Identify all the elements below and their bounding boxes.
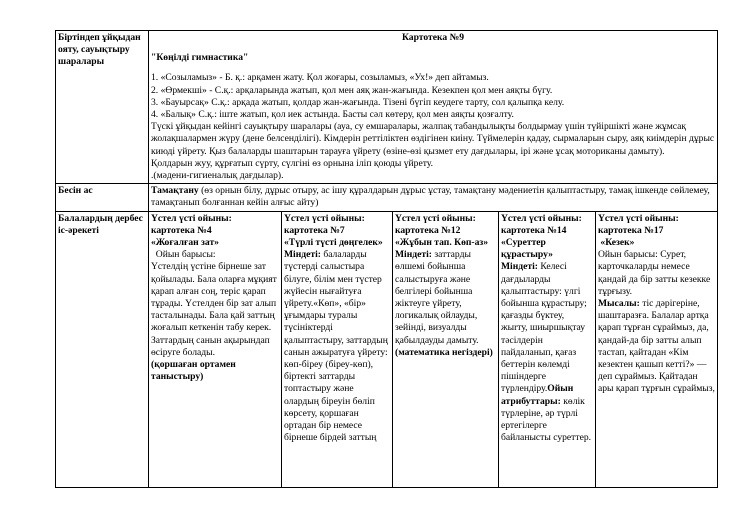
card-number: картотека №17	[598, 224, 664, 236]
example-text: тіс дәрігеріне, шаштаразға. Балалар артқа қарап тұрған сұраймыз, да, қандай-да бір затты алып тастап, қайтадан «Кім кезектен қашып кетті?» — деп сұраймыз. Қайтадан ары қарап тұрғын сұраймыз,	[598, 298, 715, 395]
row-label-wakeup: Біртіндеп ұйқыдан ояту, сауықтыру шаралары	[56, 31, 149, 184]
card-number: картотека №7	[284, 224, 345, 236]
task-label: Міндеті:	[501, 261, 538, 273]
game-card-4	[149, 211, 282, 487]
schedule-table	[55, 30, 718, 488]
game-title: «Жұбын тап. Көп-аз»	[395, 237, 489, 249]
wakeup-paragraph: Түскі ұйқыдан кейінгі сауықтыру шаралары (ауа, су емшаралары, жалпақ табандылықты болдырмау үшін түйіршікті және жұмсақ жолақшалармен жүру (дене белсенділігі). Кімдерін реттіліктен өздігінен киіну. Түймелерін қадау, сырмаларын сыру, аяқ киімдерін дұрыс киюді үйрету. Қыз балаларды шаштарын тарауға үйрету (өзіне-өзі қызмет ету дағдылары, ірі және ұсақ моториканы дамыту).	[151, 121, 715, 157]
row-label-snack: Бесін ас	[56, 184, 149, 211]
game-description: Үстелдің үстіне бірнеше зат қойылады. Бала оларға мұқият қарап алған соң, теріс қарап тұрады. Үстелден бір зат алып тасталынады. Бала қай заттың жоғалып кеткенін табу керек. Заттардың санын ақырындап өсіруге болады.	[151, 261, 277, 358]
exercise-4: 4. «Балық» С.қ.: іште жатып, қол иек астында. Басты сәл көтеру, қол мен аяқты қозғалту.	[151, 109, 514, 121]
wakeup-content	[149, 31, 718, 184]
game-subject: (қоршаған ортамен таныстыру)	[151, 359, 236, 383]
exercise-1: 1. «Созыламыз» - Б. қ.: арқамен жату. Қол жоғары, созыламыз, «Ух!» деп айтамыз.	[151, 72, 489, 84]
exercise-3: 3. «Бауырсақ» С.қ.: арқада жатып, қолдар жан-жағында. Тізені бүгіп кеудеге тарту, сол қалыпқа келу.	[151, 96, 565, 108]
task-text: заттарды өлшемі бойынша салыстыруға және белгілері бойынша жіктеуге үйрету, логикалық ойлауды, зейінді, визуалды қабылдауды дамыту.	[395, 249, 479, 346]
task-label: Міндеті:	[284, 249, 321, 261]
game-course-label: Ойын барысы:	[151, 249, 216, 261]
task-text: балаларды түстерді салыстыра білуге, білім мен түстер жүйесін нығайтуға үйрету.«Көп», «бір» ұғымдары туралы түсініктерді қалыптастыру, заттардың санын ажыратуға үйрету: көп-біреу (біреу-көп), біртекті заттарды топтастыру және олардың біреуін бөліп көрсету, қоршаған ортадан бір немесе бірнеше бірдей заттың	[284, 249, 388, 444]
snack-text: (өз орнын білу, дұрыс отыру, ас ішу құралдарын дұрыс ұстау, тамақтану мәдениетін қалыптастыру, тамақ ішкенде сөйлемеу, тамақтанып болғаннан кейін алғыс айту)	[151, 185, 710, 209]
handwash-line: Қолдарын жуу, құрғатып сүрту, сүлгіні өз орнына іліп қоюды үйрету.	[151, 157, 434, 169]
game-title: «Түрлі түсті дөңгелек»	[284, 237, 383, 249]
game-title: «Суреттер құрастыру»	[501, 237, 553, 261]
snack-bold: Тамақтану	[151, 185, 199, 197]
game-card-12	[393, 211, 499, 487]
game-type: Үстел үсті ойыны:	[151, 212, 232, 224]
game-description	[284, 249, 390, 444]
game-subject: (математика негіздері)	[395, 346, 493, 358]
card-title: Картотека №9	[401, 32, 465, 43]
card-number: картотека №14	[501, 224, 567, 236]
snack-content	[149, 184, 718, 211]
card-number: картотека №12	[395, 224, 461, 236]
attributes-text: көлік түрлеріне, әр түрлі ертегілерге байланысты суреттер.	[501, 395, 592, 444]
game-card-7	[282, 211, 393, 487]
gymnastics-title: "Көңілді гимнастика"	[151, 52, 249, 64]
game-type: Үстел үсті ойыны:	[501, 212, 582, 224]
row-snack	[56, 184, 718, 211]
task-label: Міндеті:	[395, 249, 432, 261]
game-title: «Жоғалған зат»	[151, 237, 219, 249]
game-card-14	[499, 211, 596, 487]
hygiene-note: .(мәдени-гигиеналық дағдылар).	[151, 170, 284, 182]
row-wakeup	[56, 31, 718, 184]
game-description	[501, 261, 593, 444]
game-course: Ойын барысы: Сурет, карточкаларды немесе қандай да бір затты кезекке тұрғызу.	[598, 249, 711, 297]
task-text: Келесі дағдыларды қалыптастыру: үлгі бойынша құрастыру; қағазды бүктеу, жыrту, шиыршықтау тәсілдерін пайдаланып, қағаз беттерін көлемді пішіндерге түрлендіру.	[501, 261, 587, 395]
row-label-activity: Балалардың дербес іс-әрекеті	[56, 211, 149, 487]
game-type: Үстел үсті ойыны:	[395, 212, 476, 224]
game-description	[598, 298, 715, 396]
attributes-label: Ойын атрибуттары:	[501, 383, 574, 407]
card-number: картотека №4	[151, 224, 212, 236]
game-card-17	[596, 211, 718, 487]
game-type: Үстел үсті ойыны:	[598, 212, 679, 224]
row-activity	[56, 211, 718, 487]
example-label: Мысалы:	[598, 298, 640, 310]
game-description	[395, 249, 496, 347]
exercise-2: 2. «Өрмекші» - С.қ.: арқаларында жатып, қол мен аяқ жан-жағында. Кезекпен қол мен аяқты бүгу.	[151, 84, 553, 96]
game-title: «Кезек»	[598, 237, 635, 249]
plan-page	[55, 30, 717, 488]
game-type: Үстел үсті ойыны:	[284, 212, 365, 224]
